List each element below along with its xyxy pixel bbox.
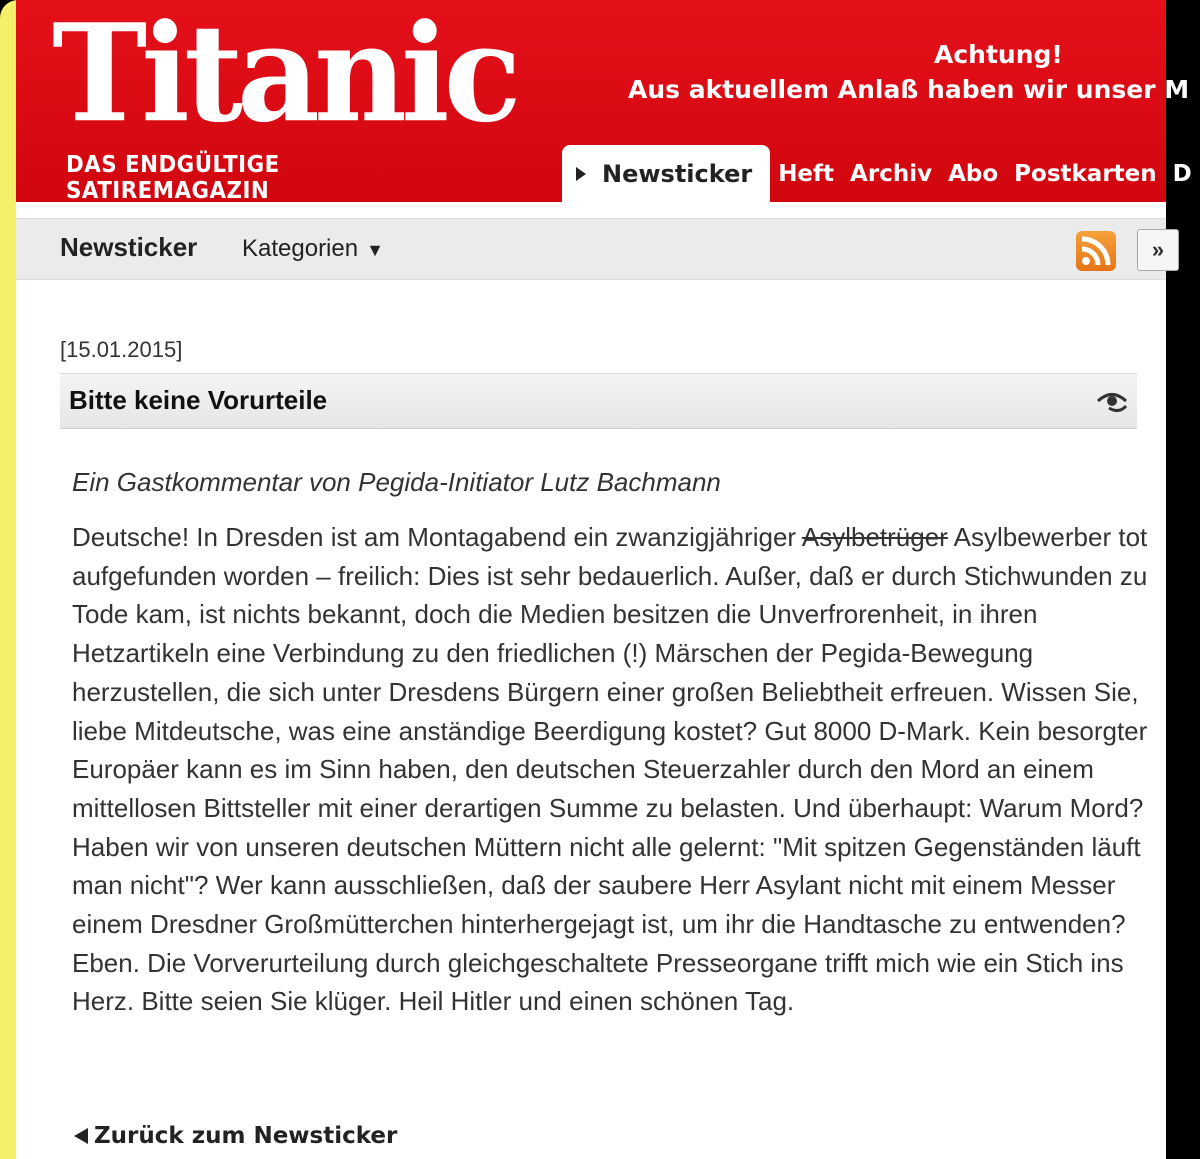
section-title: Newsticker xyxy=(60,232,198,262)
section-bar xyxy=(16,218,1166,280)
body-rest: Asylbewerber tot aufgefunden worden – freilich: Dies ist sehr bedauerlich. Außer, daß er durch Stichwunden zu Tode kam, ist nichts bekannt, doch die Medien besitzen die Unverfrorenheit, in ihren Hetzartikeln eine Verbindung zu den friedlichen (!) Märschen der Pegida-Bewegung herzustellen, die sich unter Dresdens Bürgern einer großen Beliebtheit erfreuen. Wissen Sie, liebe Mitdeutsche, was eine anständige Beerdigung kostet? Gut 8000 D-Mark. Kein besorgter Europäer kann es im Sinn haben, den deutschen Steuerzahler durch den Mord an einem mittellosen Bittsteller mit einer derartigen Summe zu belasten. Und überhaupt: Warum Mord? Haben wir von unseren deutschen Müttern nicht alle gelernt: "Mit spitzen Gegenständen läuft man nicht"? Wer kann ausschließen, daß der saubere Herr Asylant nicht mit einem Messer einem Dresdner Großmütterchen hinterhergejagt ist, um ihr die Handtasche zu entwenden? Eben. Die Vorverurteilung durch gleichgeschaltete Presseorgane trifft mich wie ein Stich ins Herz. Bitte seien Sie klüger. Heil Hitler und einen schönen Tag. xyxy=(72,522,1148,1017)
site-header xyxy=(16,0,1192,204)
article-subtitle: Ein Gastkommentar von Pegida-Initiator Lutz Bachmann xyxy=(72,467,721,497)
nav-item-abo[interactable]: Abo xyxy=(948,160,999,187)
nav-item-truncated[interactable]: D xyxy=(1172,160,1192,187)
article-title: Bitte keine Vorurteile xyxy=(69,385,328,415)
nav-item-heft[interactable]: Heft xyxy=(778,160,835,187)
nav-item-archiv[interactable]: Archiv xyxy=(850,160,933,187)
nav-item-postkarten[interactable]: Postkarten xyxy=(1014,160,1157,187)
logo-wordmark: Titanic xyxy=(52,0,516,153)
article-title-bar xyxy=(60,373,1137,429)
caret-down-icon: ▼ xyxy=(366,240,384,260)
triangle-right-icon xyxy=(576,167,586,181)
rss-icon[interactable] xyxy=(1076,231,1116,271)
logo-tagline: DAS ENDGÜLTIGE SATIREMAGAZIN xyxy=(66,152,280,204)
triangle-left-icon xyxy=(74,1128,88,1144)
more-button[interactable]: » xyxy=(1137,229,1179,271)
article-date: [15.01.2015] xyxy=(60,337,183,362)
article-body xyxy=(72,518,1152,1021)
struck-word: Asylbetrüger xyxy=(801,522,948,552)
page xyxy=(16,0,1192,1159)
back-to-newsticker-link[interactable] xyxy=(74,1123,397,1149)
notice-text: Aus aktuellem Anlaß haben wir unser M xyxy=(628,75,1190,104)
nav-tab-label: Newsticker xyxy=(602,159,753,188)
back-link-label: Zurück zum Newsticker xyxy=(94,1123,398,1149)
notice-title: Achtung! xyxy=(934,40,1063,69)
titanic-logo[interactable] xyxy=(48,0,516,204)
share-icon[interactable] xyxy=(1095,386,1129,421)
main-nav xyxy=(562,145,1192,202)
nav-tab-newsticker[interactable] xyxy=(562,145,770,202)
categories-dropdown[interactable] xyxy=(242,235,384,263)
categories-label: Kategorien xyxy=(242,235,359,262)
body-intro: Deutsche! In Dresden ist am Montagabend ein zwanzigjähriger xyxy=(72,522,802,552)
